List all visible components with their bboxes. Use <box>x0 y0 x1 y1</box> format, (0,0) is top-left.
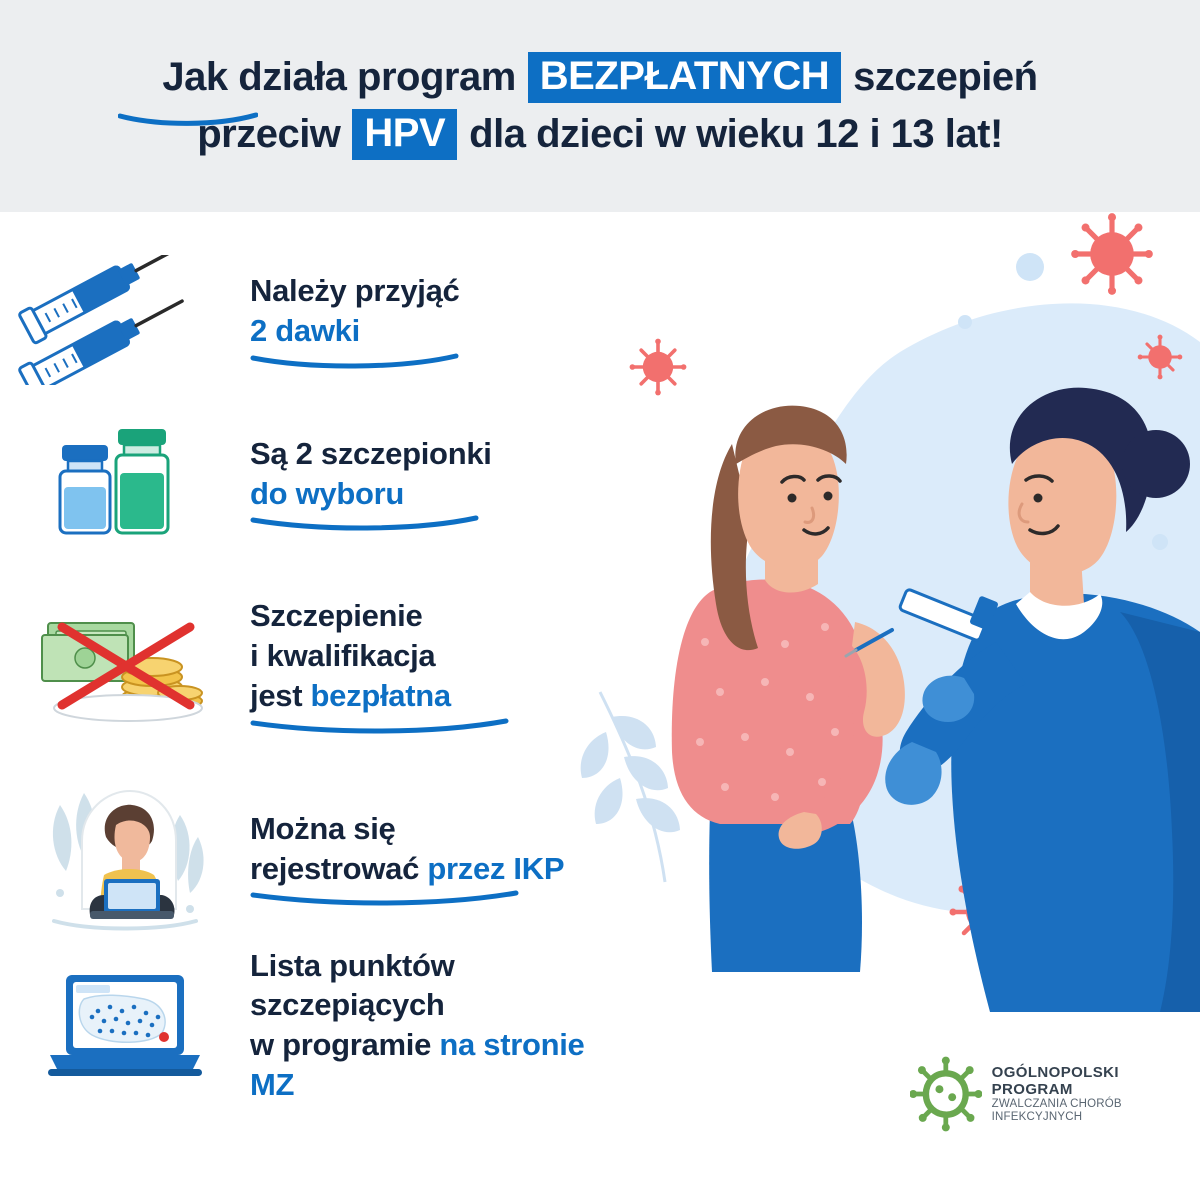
row-list-line2-dark: w programie <box>250 1027 432 1062</box>
header-line-1-part1: Jak działa program <box>162 55 516 99</box>
poster-header <box>0 0 1200 212</box>
row-vaccines <box>0 400 620 565</box>
no-money-svg <box>40 605 210 725</box>
person-with-laptop-icon <box>0 783 250 933</box>
logo-line-2: ZWALCZANIA CHORÓB INFEKCYJNYCH <box>991 1098 1122 1124</box>
virus-icon <box>1071 213 1153 295</box>
laptop-map-svg <box>40 965 210 1085</box>
two-vials-svg <box>50 415 200 550</box>
row-doses-line1: Należy przyjąć <box>250 273 460 309</box>
row-list-line1: Lista punktów szczepiących <box>250 947 455 1023</box>
green-virus-logo-icon <box>910 1046 982 1142</box>
person-with-laptop-svg <box>30 775 220 940</box>
row-free-line1: Szczepienie <box>250 598 423 634</box>
header-line-2 <box>193 109 1007 160</box>
row-free-line2: i kwalifikacja <box>250 638 436 674</box>
header-line-2-part2: dla dzieci w wieku 12 i 13 lat! <box>469 112 1003 156</box>
header-line-1 <box>158 52 1041 103</box>
row-list-text <box>250 946 620 1105</box>
nurse-vaccinating-girl-illustration <box>560 212 1200 1032</box>
logo-text <box>992 1064 1170 1125</box>
virus-icon <box>630 339 687 396</box>
row-ikp-underline-swoosh <box>250 890 520 906</box>
program-logo <box>910 1039 1170 1149</box>
row-doses-text <box>250 271 460 368</box>
row-doses-underline-swoosh <box>250 353 460 369</box>
row-list-line2 <box>250 1025 620 1104</box>
dot-decoration <box>1016 253 1044 281</box>
row-ikp-line2-blue: przez IKP <box>427 850 565 886</box>
two-vials-icon <box>0 408 250 558</box>
row-free-line3-blue: bezpłatna <box>310 677 451 713</box>
header-highlight-hpv: HPV <box>352 109 457 160</box>
row-list <box>0 947 620 1102</box>
header-line-1-part2: szczepień <box>853 55 1038 99</box>
row-doses <box>0 240 620 400</box>
row-ikp <box>0 765 620 950</box>
row-free-underline-swoosh <box>250 718 510 734</box>
illustration-svg <box>560 212 1200 1032</box>
dot-decoration <box>1152 534 1168 550</box>
row-vaccines-text <box>250 434 492 531</box>
row-doses-line2: 2 dawki <box>250 313 360 348</box>
row-ikp-line2-dark: rejestrować <box>250 850 420 886</box>
row-list-line2-blue: na stronie MZ <box>250 1027 585 1102</box>
row-free-text <box>250 596 510 733</box>
row-vaccines-line2: do wyboru <box>250 475 405 511</box>
row-free-line3 <box>250 676 510 716</box>
row-free-line3-dark: jest <box>250 677 303 713</box>
no-money-icon <box>0 590 250 740</box>
header-highlight-bezplatnych: BEZPŁATNYCH <box>528 52 841 103</box>
laptop-map-icon <box>0 950 250 1100</box>
row-free <box>0 565 620 765</box>
header-line-2-part1: przeciw <box>197 112 341 156</box>
row-vaccines-underline-swoosh <box>250 515 480 531</box>
two-syringes-icon <box>0 245 250 395</box>
row-vaccines-line1: Są 2 szczepionki <box>250 435 492 471</box>
dot-decoration <box>958 315 972 329</box>
row-ikp-line2 <box>250 849 564 889</box>
two-syringes-svg <box>18 255 233 385</box>
row-ikp-line1: Można się <box>250 810 396 846</box>
bullet-rows <box>0 240 620 1100</box>
header-underline-swoosh <box>118 112 258 126</box>
row-ikp-text <box>250 809 564 906</box>
logo-line-1: OGÓLNOPOLSKI PROGRAM <box>991 1063 1119 1098</box>
